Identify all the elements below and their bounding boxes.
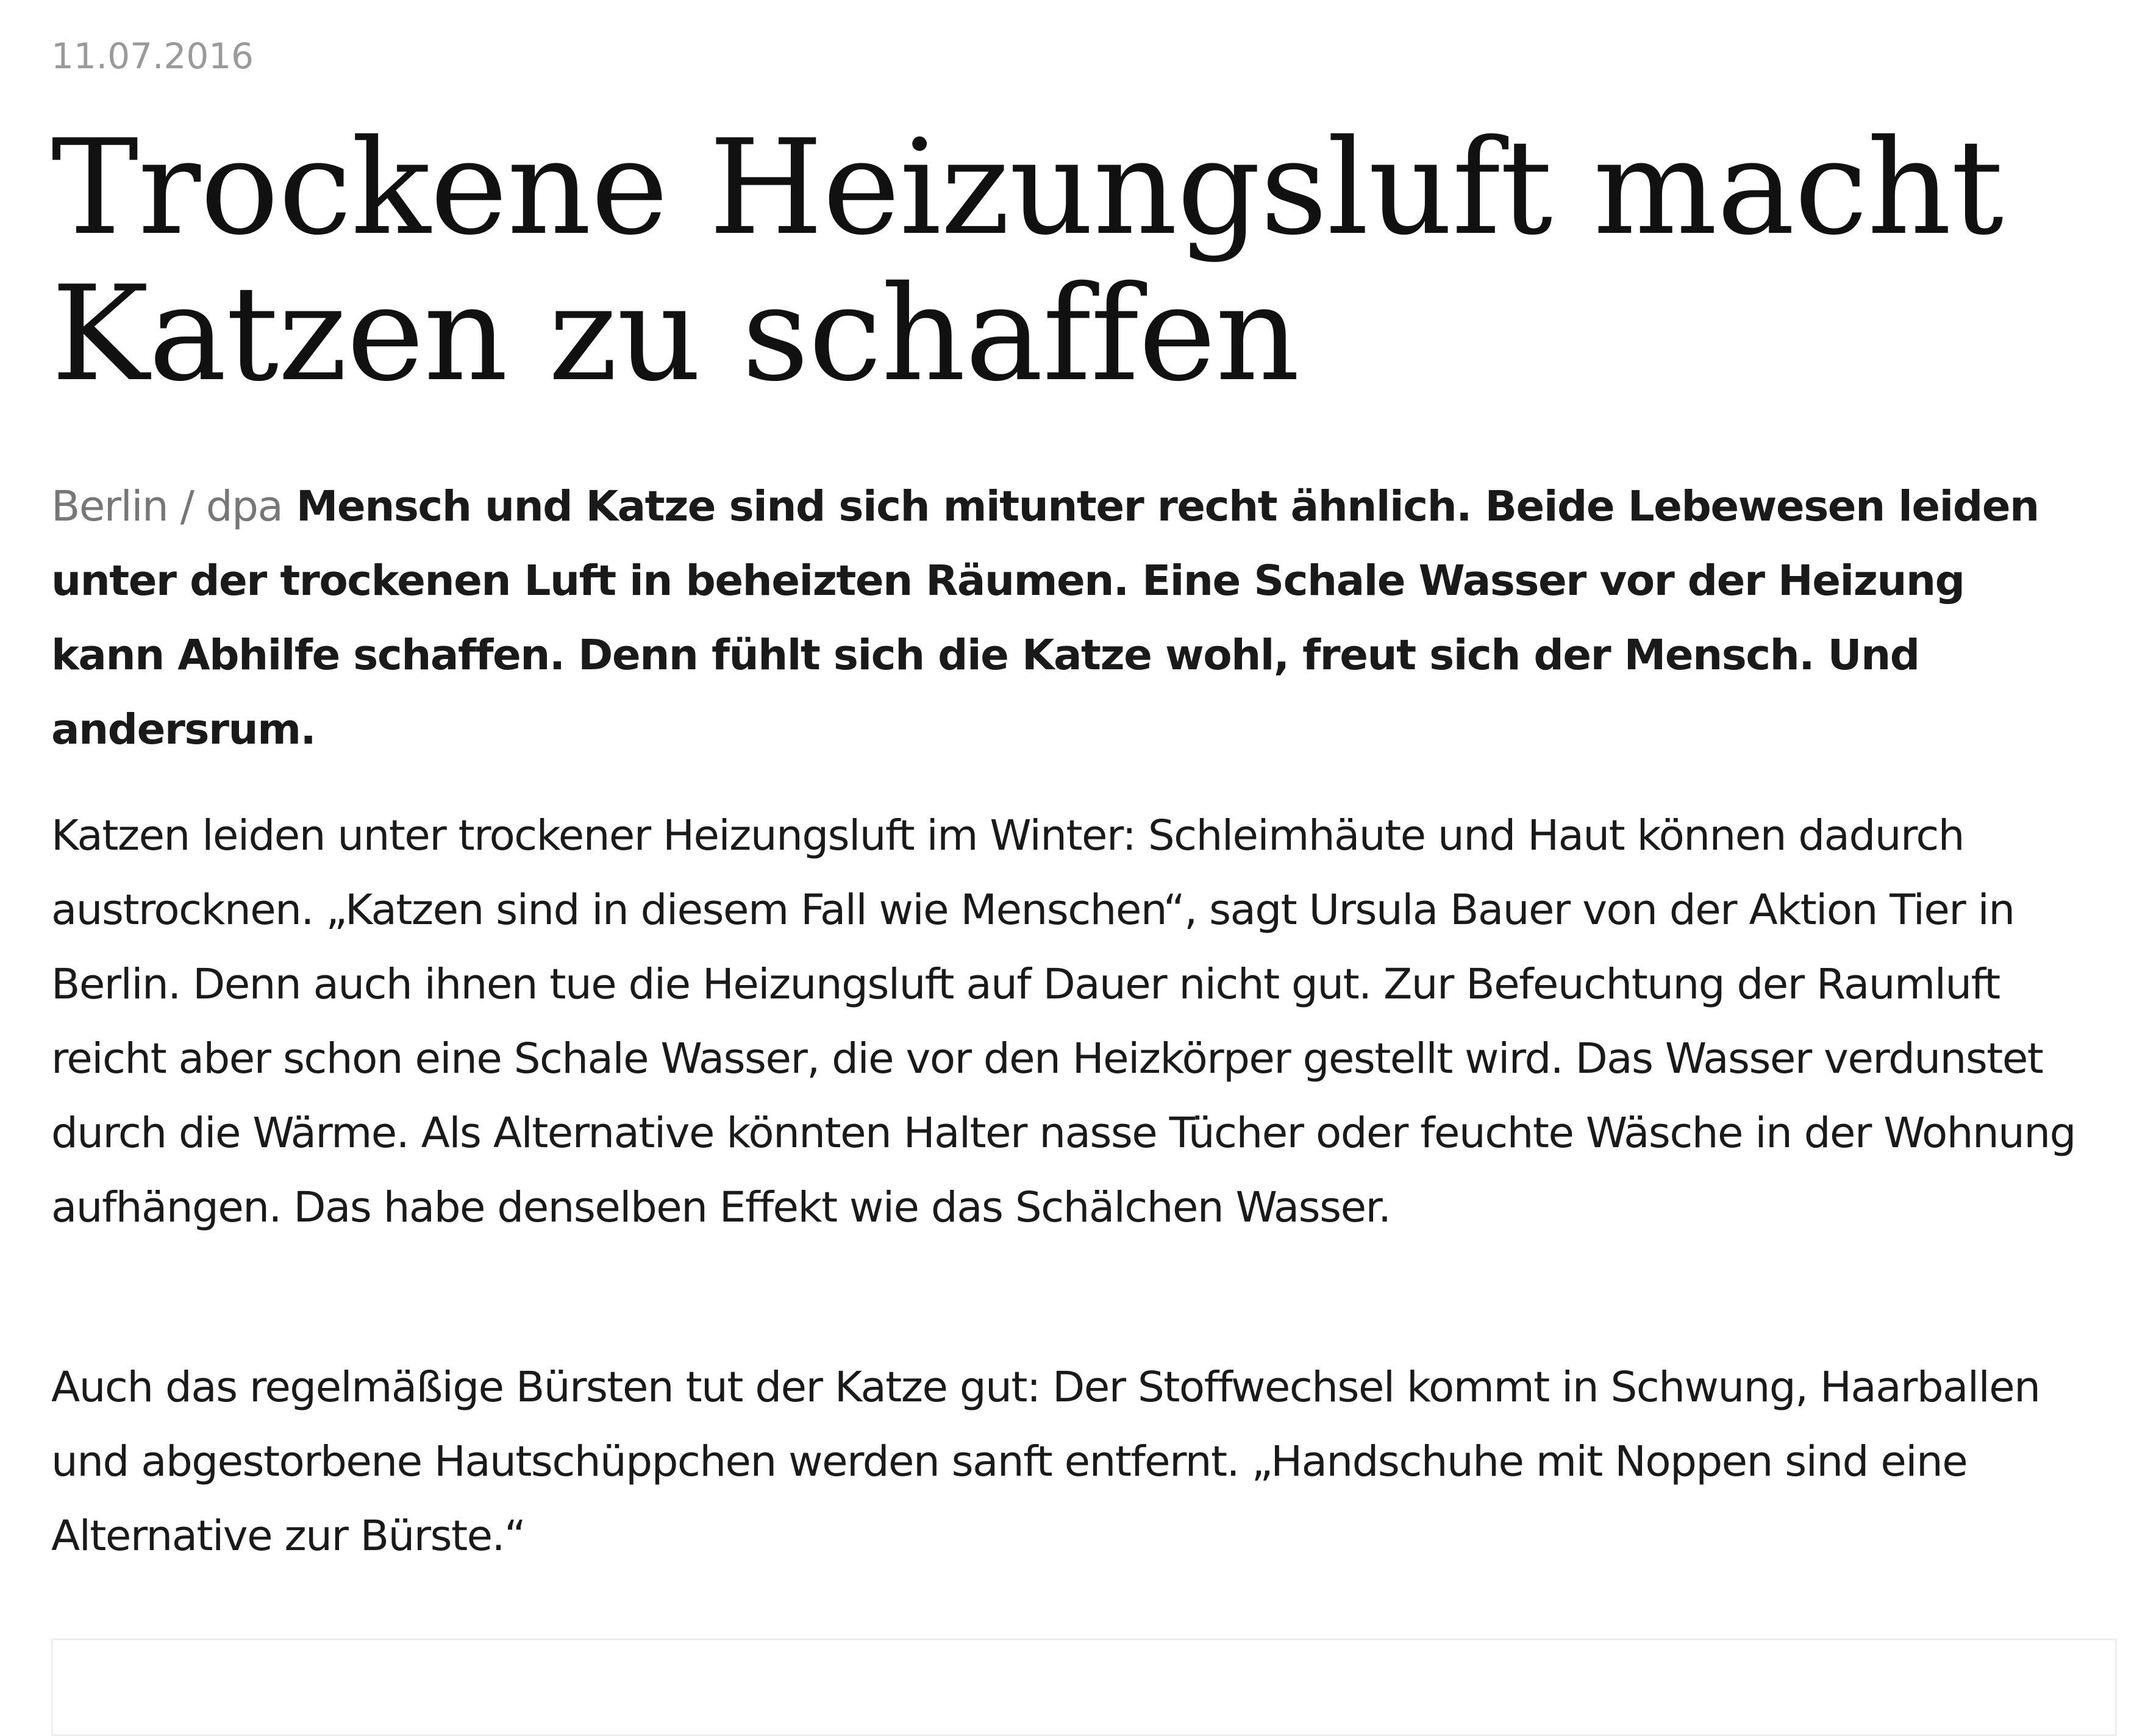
- article-date: 11.07.2016: [51, 35, 254, 77]
- article-paragraph: Katzen leiden unter trockener Heizungsluft im Winter: Schleimhäute und Haut können dadurch austrocknen. „Katzen sind in diesem Fall wie Menschen“, sagt Ursula Bauer von der Aktion Tier in Berlin. Denn auch ihnen tue die Heizungsluft auf Dauer nicht gut. Zur Befeuchtung der Raumluft reicht aber schon eine Schale Wasser, die vor den Heizkörper gestellt wird. Das Wasser verdunstet durch die Wärme. Als Alternative könnten Halter nasse Tücher oder feuchte Wäsche in der Wohnung aufhängen. Das habe denselben Effekt wie das Schälchen Wasser.: [51, 811, 2075, 1232]
- article-headline: Trockene Heizungsluft macht Katzen zu schaffen: [51, 111, 2004, 410]
- article-paragraph: Auch das regelmäßige Bürsten tut der Katze gut: Der Stoffwechsel kommt in Schwung, Haarballen und abgestorbene Hautschüppchen werden sanft entfernt. „Handschuhe mit Noppen sind eine Alternative zur Bürste.“: [51, 1363, 2040, 1560]
- article-lead: [51, 469, 2082, 767]
- embedded-content-box: [51, 1638, 2117, 1736]
- article-dateline: Berlin / dpa: [51, 482, 283, 531]
- article-lead-text: Mensch und Katze sind sich mitunter recht ähnlich. Beide Lebewesen leiden unter der trockenen Luft in beheizten Räumen. Eine Schale Wasser vor der Heizung kann Abhilfe schaffen. Denn fühlt sich die Katze wohl, freut sich der Mensch. Und andersrum.: [51, 482, 2039, 754]
